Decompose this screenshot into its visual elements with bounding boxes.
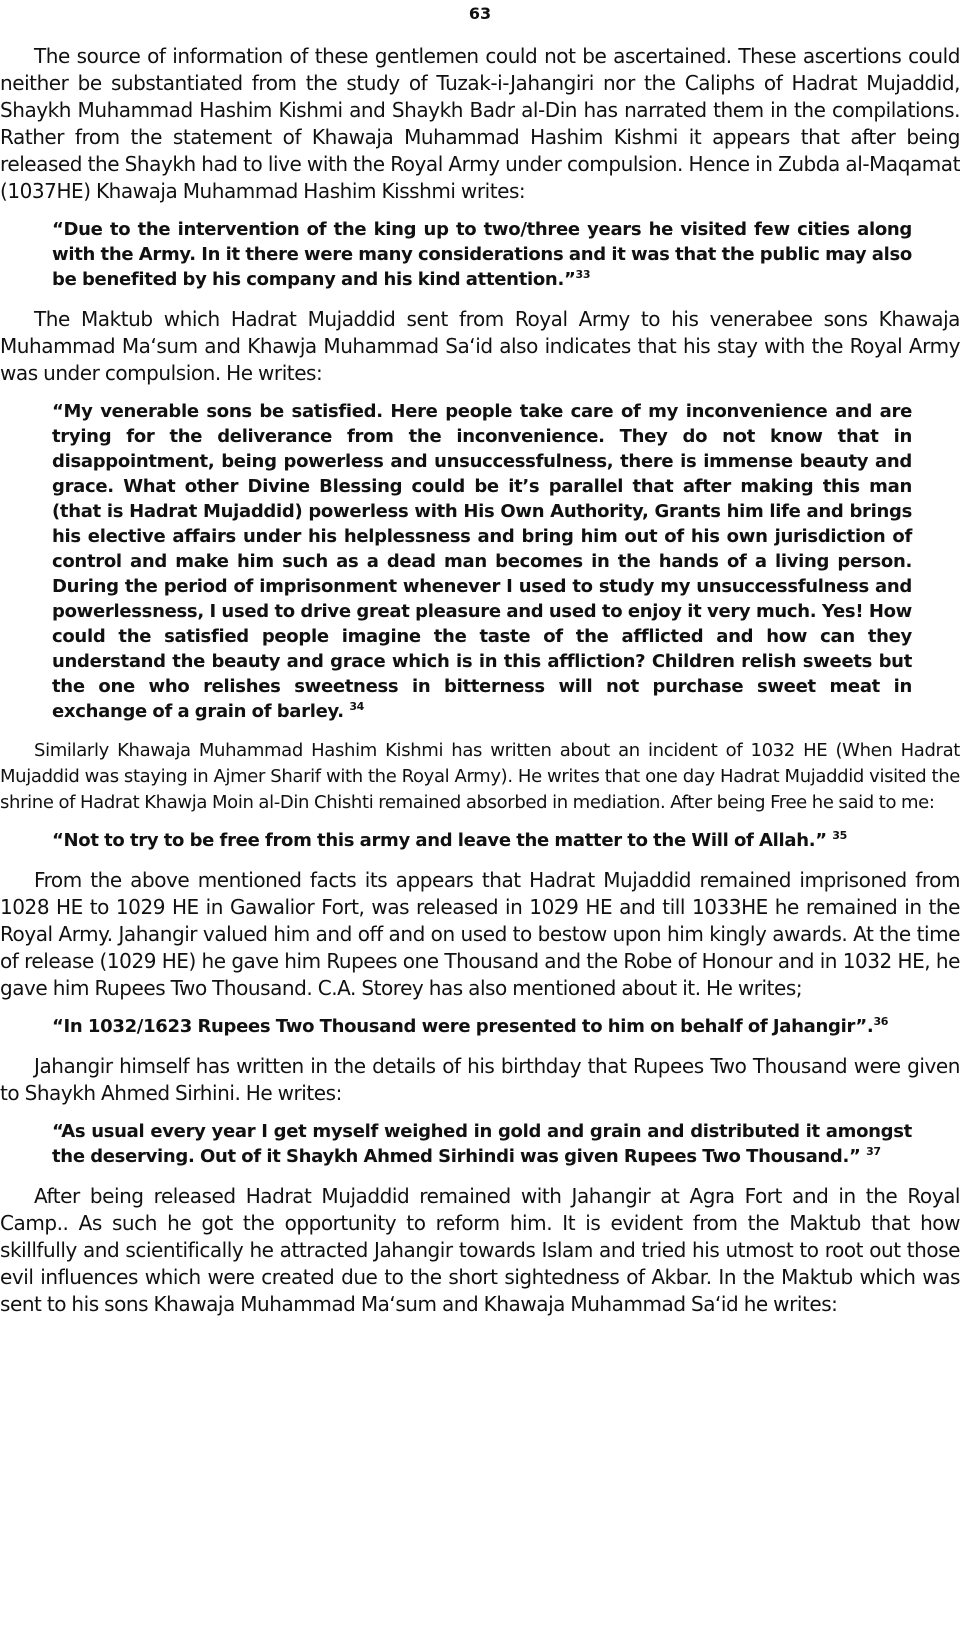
footnote-ref: 35: [832, 829, 847, 842]
footnote-ref: 37: [866, 1145, 881, 1158]
paragraph-maktub-to-sons: The Maktub which Hadrat Mujaddid sent from Royal Army to his venerabee sons Khawaja Muhammad Ma‘sum and Khawja Muhammad Sa‘id also indicates that his stay with the Royal Army was under compulsion. He writes:: [0, 307, 960, 385]
paragraph-agra-fort: After being released Hadrat Mujaddid remained with Jahangir at Agra Fort and in the Royal Camp.. As such he got the opportunity to reform him. It is evident from the Maktub that how skillfully and scientifically he attracted Jahangir towards Islam and tried his utmost to root out those evil influences which were created due to the short sightedness of Akbar. In the Maktub which was sent to his sons Khawaja Muhammad Ma‘sum and Khawaja Muhammad Sa‘id he writes:: [0, 1184, 960, 1316]
paragraph-jahangir-birthday: Jahangir himself has written in the details of his birthday that Rupees Two Thousand were given to Shaykh Ahmed Sirhini. He writes:: [0, 1054, 960, 1105]
blockquote-will-of-allah: [52, 828, 912, 853]
quote-text: “Not to try to be free from this army and leave the matter to the Will of Allah.”: [52, 830, 827, 851]
quote-text: “Due to the intervention of the king up to two/three years he visited few cities along with the Army. In it there were many considerations and it was that the public may also be benefited by his company and his kind attention.”: [52, 219, 912, 290]
paragraph-ajmer-incident: Similarly Khawaja Muhammad Hashim Kishmi has written about an incident of 1032 HE (When Hadrat Mujaddid was staying in Ajmer Sharif with the Royal Army). He writes that one day Hadrat Mujaddid visited the shrine of Hadrat Khawja Moin al-Din Chishti remained absorbed in mediation. After being Free he said to me:: [0, 740, 960, 813]
quote-text: “My venerable sons be satisfied. Here people take care of my inconvenience and are trying for the deliverance from the inconvenience. They do not know that in disappointment, being powerless and unsuccessfulness, there is immense beauty and grace. What other Divine Blessing could be it’s parallel that after making this man (that is Hadrat Mujaddid) powerless with His Own Authority, Grants him life and brings his elective affairs under his helplessness and bring him out of his own jurisdiction of control and make him such as a dead man becomes in the hands of a living person. During the period of imprisonment whenever I used to study my unsuccessfulness and powerlessness, I used to drive great pleasure and used to enjoy it very much. Yes! How could the satisfied people imagine the taste of the afflicted and how can they understand the beauty and grace which is in this affliction? Children relish sweets but the one who relishes sweetness in bitterness will not purchase sweet meat in exchange of a grain of barley.: [52, 401, 912, 722]
paragraph-source-of-information: The source of information of these gentlemen could not be ascertained. These ascertions could neither be substantiated from the study of Tuzak-i-Jahangiri nor the Caliphs of Hadrat Mujaddid, Shaykh Muhammad Hashim Kishmi and Shaykh Badr al-Din has narrated them in the compilations. Rather from the statement of Khawaja Muhammad Hashim Kishmi it appears that after being released the Shaykh had to live with the Royal Army under compulsion. Hence in Zubda al-Maqamat (1037HE) Khawaja Muhammad Hashim Kisshmi writes:: [0, 44, 960, 203]
blockquote-zubda-al-maqamat: [52, 217, 912, 292]
blockquote-venerable-sons: [52, 399, 912, 724]
quote-text: “As usual every year I get myself weighed in gold and grain and distributed it amongst the deserving. Out of it Shaykh Ahmed Sirhindi was given Rupees Two Thousand.”: [52, 1121, 912, 1167]
blockquote-weighed-in-gold: [52, 1119, 912, 1169]
quote-text: “In 1032/1623 Rupees Two Thousand were presented to him on behalf of Jahangir”.: [52, 1016, 874, 1037]
page-number: 63: [468, 4, 492, 23]
blockquote-storey: [52, 1014, 912, 1039]
paragraph-imprisonment-facts: From the above mentioned facts its appears that Hadrat Mujaddid remained imprisoned from 1028 HE to 1029 HE in Gawalior Fort, was released in 1029 HE and till 1033HE he remained in the Royal Army. Jahangir valued him and off and on used to bestow upon him kingly awards. At the time of release (1029 HE) he gave him Rupees one Thousand and the Robe of Honour and in 1032 HE, he gave him Rupees Two Thousand. C.A. Storey has also mentioned about it. He writes;: [0, 868, 960, 1000]
page-content: [0, 43, 960, 1318]
footnote-ref: 34: [349, 700, 365, 713]
footnote-ref: 33: [575, 268, 591, 281]
footnote-ref: 36: [873, 1015, 889, 1028]
